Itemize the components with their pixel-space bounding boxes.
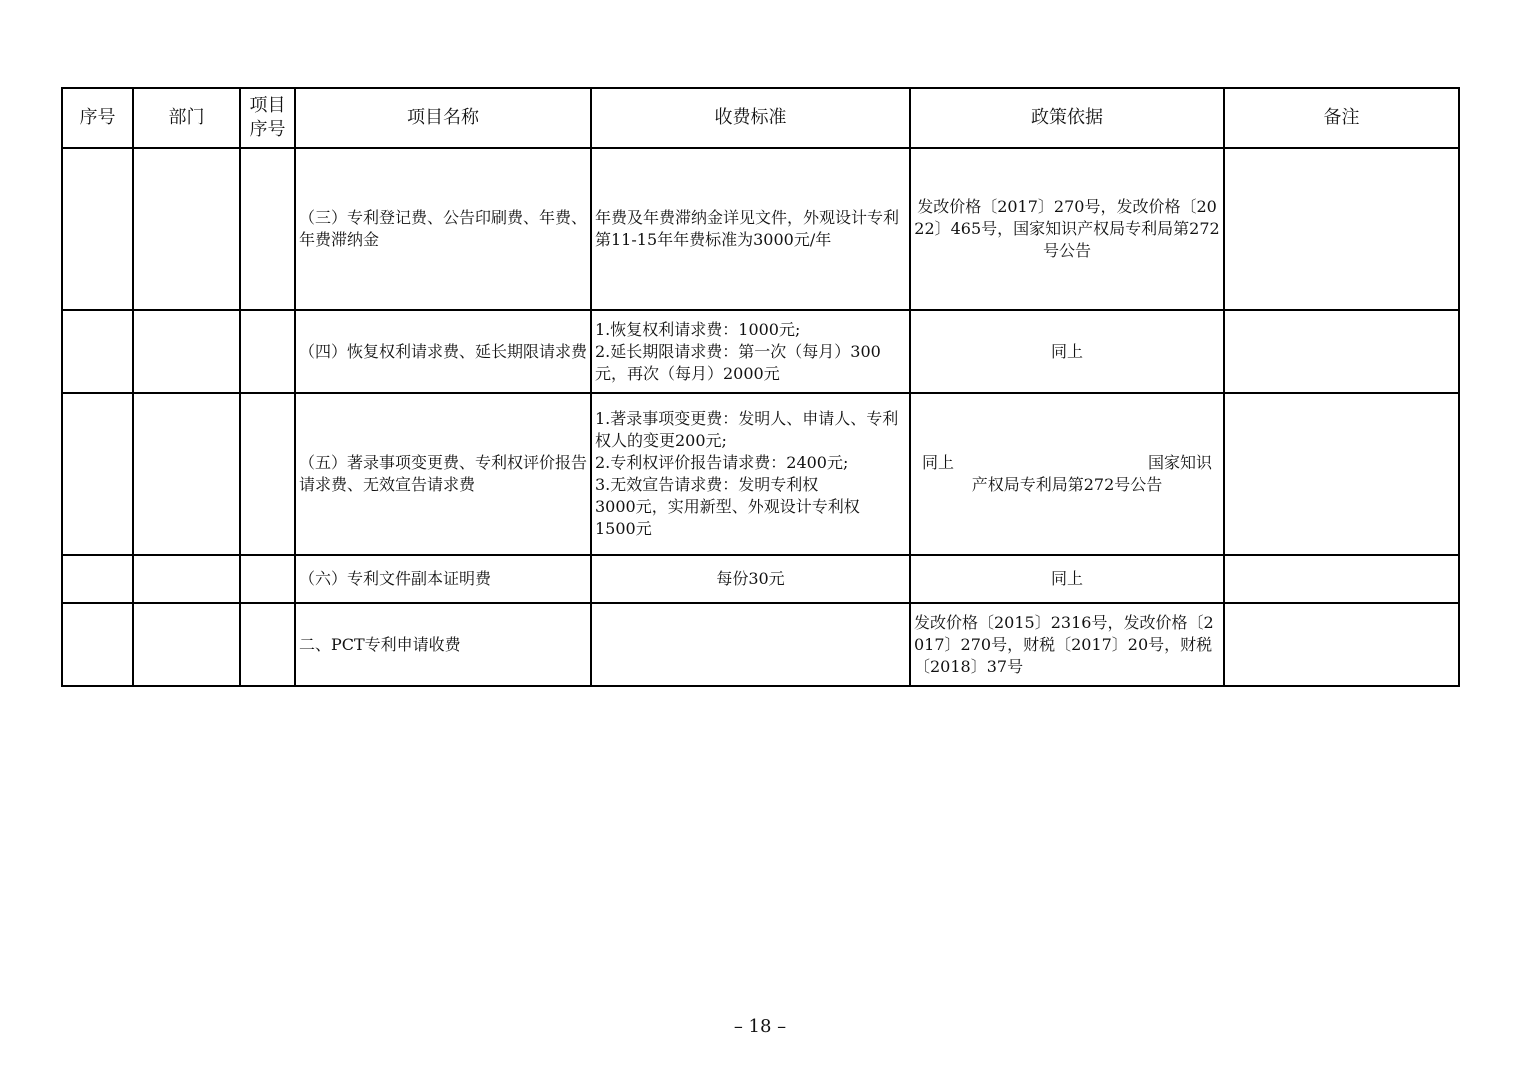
policy-basis-second-line: 产权局专利局第272号公告 <box>971 475 1163 494</box>
cell-department <box>133 555 240 603</box>
cell-department <box>133 393 240 555</box>
cell-serial-number <box>62 603 133 686</box>
table-header-row <box>62 88 1459 148</box>
header-policy-basis: 政策依据 <box>910 88 1224 148</box>
cell-item-serial-number <box>240 603 295 686</box>
cell-item-name: 二、PCT专利申请收费 <box>295 603 591 686</box>
policy-basis-first-line <box>914 452 1220 474</box>
table-row <box>62 310 1459 393</box>
cell-policy-basis: 同上 <box>910 555 1224 603</box>
cell-department <box>133 148 240 310</box>
cell-remark <box>1224 555 1459 603</box>
page-number: – 18 – <box>733 1016 787 1037</box>
cell-department <box>133 310 240 393</box>
cell-serial-number <box>62 555 133 603</box>
table-row <box>62 148 1459 310</box>
cell-serial-number <box>62 393 133 555</box>
cell-item-name: （四）恢复权利请求费、延长期限请求费 <box>295 310 591 393</box>
cell-item-name: （六）专利文件副本证明费 <box>295 555 591 603</box>
header-remark: 备注 <box>1224 88 1459 148</box>
cell-fee-standard: 1.恢复权利请求费：1000元; 2.延长期限请求费：第一次（每月）300元，再次（每月）2000元 <box>591 310 910 393</box>
cell-policy-basis <box>910 393 1224 555</box>
cell-item-serial-number <box>240 555 295 603</box>
cell-item-serial-number <box>240 393 295 555</box>
cell-serial-number <box>62 148 133 310</box>
cell-fee-standard <box>591 603 910 686</box>
header-department: 部门 <box>133 88 240 148</box>
cell-remark <box>1224 148 1459 310</box>
header-serial-number: 序号 <box>62 88 133 148</box>
table-row <box>62 393 1459 555</box>
cell-policy-basis: 发改价格〔2015〕2316号，发改价格〔2017〕270号，财税〔2017〕20号，财税〔2018〕37号 <box>910 603 1224 686</box>
header-item-name: 项目名称 <box>295 88 591 148</box>
cell-serial-number <box>62 310 133 393</box>
cell-remark <box>1224 393 1459 555</box>
table-row <box>62 555 1459 603</box>
cell-remark <box>1224 603 1459 686</box>
header-item-serial-number: 项目 序号 <box>240 88 295 148</box>
table-row <box>62 603 1459 686</box>
cell-department <box>133 603 240 686</box>
cell-fee-standard: 年费及年费滞纳金详见文件，外观设计专利第11-15年年费标准为3000元/年 <box>591 148 910 310</box>
header-fee-standard: 收费标准 <box>591 88 910 148</box>
policy-basis-same-as-above: 同上 <box>922 453 955 472</box>
cell-policy-basis: 同上 <box>910 310 1224 393</box>
cell-item-name: （三）专利登记费、公告印刷费、年费、年费滞纳金 <box>295 148 591 310</box>
policy-basis-fragment: 国家知识 <box>1147 453 1212 472</box>
fee-table <box>61 87 1460 687</box>
cell-item-serial-number <box>240 310 295 393</box>
cell-fee-standard: 每份30元 <box>591 555 910 603</box>
cell-item-name: （五）著录事项变更费、专利权评价报告请求费、无效宣告请求费 <box>295 393 591 555</box>
cell-remark <box>1224 310 1459 393</box>
cell-item-serial-number <box>240 148 295 310</box>
cell-fee-standard: 1.著录事项变更费：发明人、申请人、专利权人的变更200元; 2.专利权评价报告请求费：2400元; 3.无效宣告请求费：发明专利权 3000元，实用新型、外观设计专利权 1500元 <box>591 393 910 555</box>
cell-policy-basis: 发改价格〔2017〕270号，发改价格〔2022〕465号，国家知识产权局专利局第272号公告 <box>910 148 1224 310</box>
